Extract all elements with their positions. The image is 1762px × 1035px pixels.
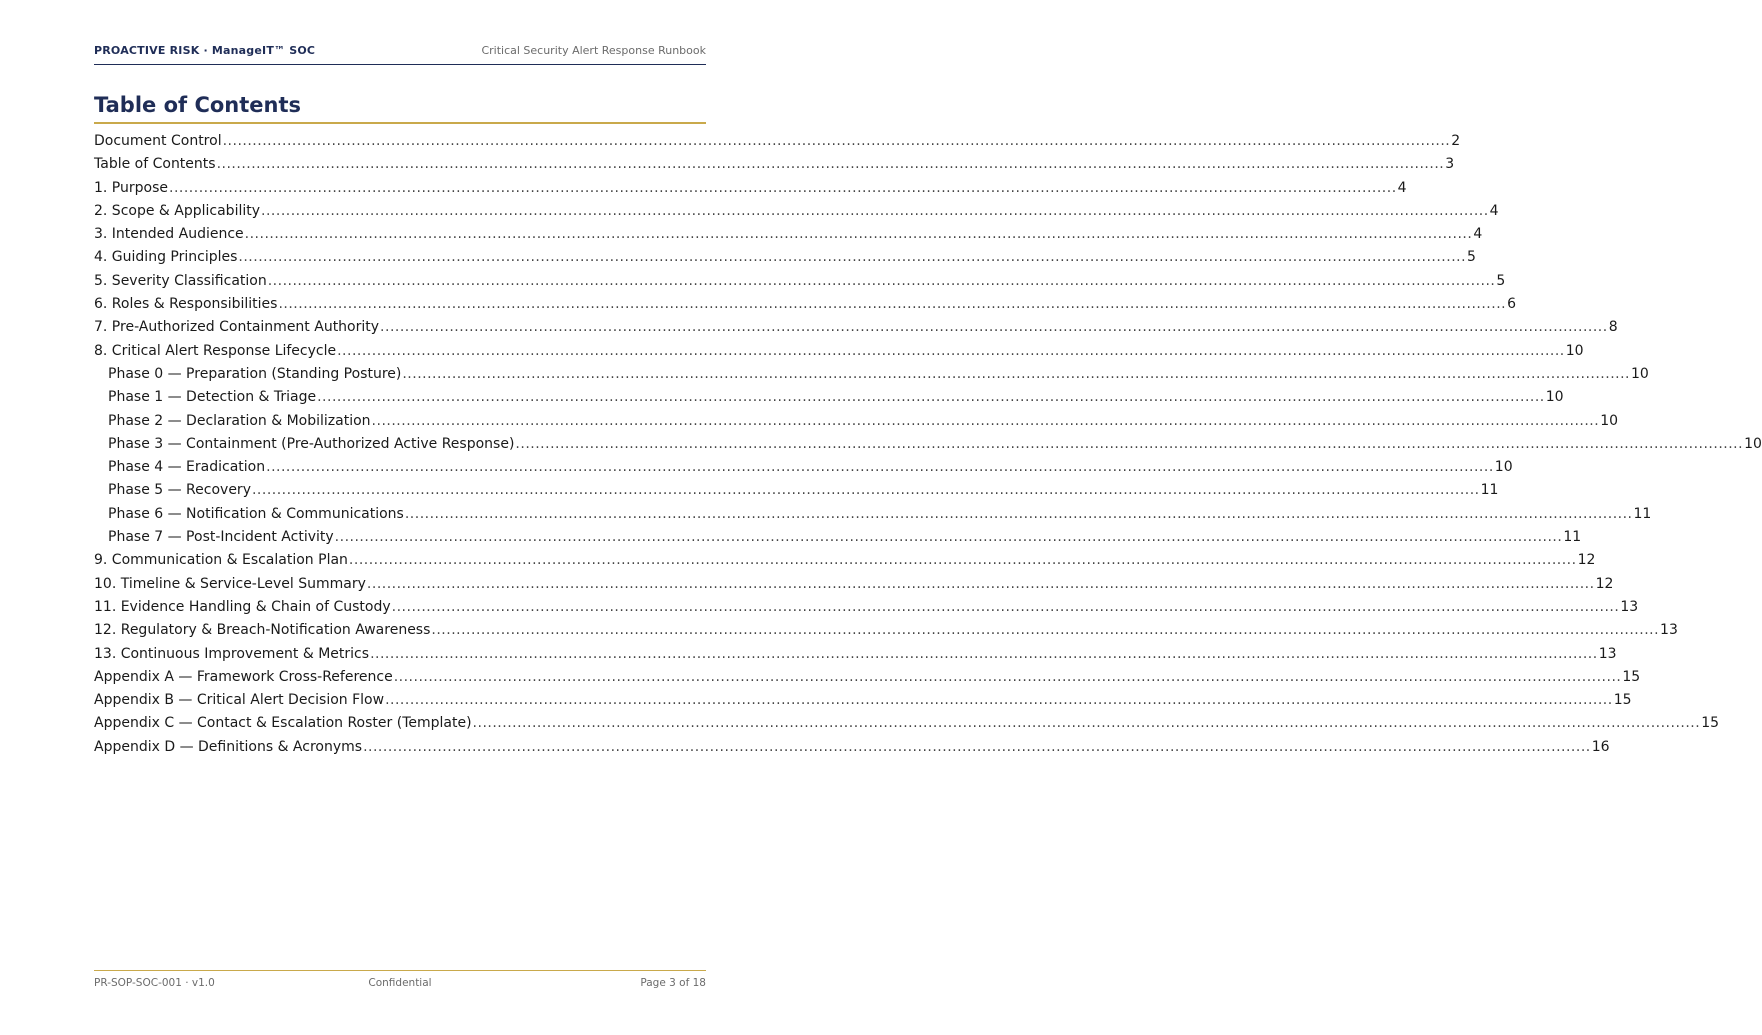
toc-heading: Table of Contents <box>94 92 706 124</box>
toc-dot-leader: ........................................................................................................................................................................................................................................................ <box>402 365 1631 382</box>
toc-subentry[interactable] <box>94 363 1649 386</box>
toc-dot-leader: ........................................................................................................................................................................................................................................................ <box>385 692 1613 709</box>
toc-entry-page-number: 5 <box>1496 272 1506 289</box>
toc-dot-leader: ........................................................................................................................................................................................................................................................ <box>278 296 1507 313</box>
toc-entry-label: Appendix C — Contact & Escalation Roster (Template) <box>94 715 472 732</box>
toc-dot-leader: ........................................................................................................................................................................................................................................................ <box>391 598 1620 615</box>
toc-entry[interactable] <box>94 270 1506 293</box>
toc-entry[interactable] <box>94 177 1407 200</box>
toc-subentry[interactable] <box>94 456 1513 479</box>
toc-subentry[interactable] <box>94 433 1762 456</box>
toc-entry[interactable] <box>94 246 1476 269</box>
toc-dot-leader: ........................................................................................................................................................................................................................................................ <box>472 715 1701 732</box>
toc-entry-page-number: 4 <box>1489 202 1499 219</box>
toc-entry-label: 1. Purpose <box>94 179 168 196</box>
toc-entry[interactable] <box>94 666 1641 689</box>
toc-dot-leader: ........................................................................................................................................................................................................................................................ <box>337 342 1565 359</box>
toc-entry[interactable] <box>94 153 1455 176</box>
toc-entry-page-number: 13 <box>1660 622 1678 639</box>
page-header <box>94 44 706 65</box>
toc-entry-label: 2. Scope & Applicability <box>94 202 261 219</box>
toc-entry-label: Phase 0 — Preparation (Standing Posture) <box>108 365 402 382</box>
toc-dot-leader: ........................................................................................................................................................................................................................................................ <box>266 459 1494 476</box>
toc-entry-label: Phase 6 — Notification & Communications <box>108 505 404 522</box>
toc-entry-page-number: 2 <box>1451 133 1461 149</box>
toc-dot-leader: ........................................................................................................................................................................................................................................................ <box>431 622 1660 639</box>
toc-dot-leader: ........................................................................................................................................................................................................................................................ <box>370 645 1598 662</box>
toc-entry[interactable] <box>94 619 1678 642</box>
toc-dot-leader: ........................................................................................................................................................................................................................................................ <box>222 133 1451 149</box>
toc-subentry[interactable] <box>94 386 1564 409</box>
toc-subentry[interactable] <box>94 526 1582 549</box>
toc-dot-leader: ........................................................................................................................................................................................................................................................ <box>380 319 1608 336</box>
toc-entry-label: 12. Regulatory & Breach-Notification Awareness <box>94 622 431 639</box>
toc-entry-page-number: 15 <box>1622 668 1641 685</box>
toc-dot-leader: ........................................................................................................................................................................................................................................................ <box>238 249 1467 266</box>
toc-entry-page-number: 10 <box>1565 342 1584 359</box>
toc-entry-label: 10. Timeline & Service-Level Summary <box>94 575 366 592</box>
toc-entry[interactable] <box>94 643 1617 666</box>
toc-entry[interactable] <box>94 316 1618 339</box>
toc-dot-leader: ........................................................................................................................................................................................................................................................ <box>334 529 1563 546</box>
toc-entry-label: 6. Roles & Responsibilities <box>94 296 278 313</box>
toc-entry-label: 3. Intended Audience <box>94 226 244 243</box>
toc-list <box>94 130 1762 759</box>
toc-entry-label: 5. Severity Classification <box>94 272 267 289</box>
toc-entry-page-number: 12 <box>1577 552 1596 569</box>
toc-entry-page-number: 11 <box>1633 505 1652 522</box>
toc-entry-page-number: 10 <box>1631 365 1649 382</box>
toc-subentry[interactable] <box>94 503 1652 526</box>
toc-entry-label: Document Control <box>94 133 222 149</box>
toc-entry[interactable] <box>94 549 1596 572</box>
toc-subentry[interactable] <box>94 410 1619 433</box>
footer-page-number: Page 3 of 18 <box>640 977 706 989</box>
toc-entry-page-number: 10 <box>1744 435 1762 452</box>
toc-entry-page-number: 13 <box>1598 645 1617 662</box>
toc-entry[interactable] <box>94 200 1499 223</box>
toc-entry-label: Appendix B — Critical Alert Decision Flow <box>94 692 385 709</box>
toc-entry-label: Appendix D — Definitions & Acronyms <box>94 738 363 755</box>
toc-subentry[interactable] <box>94 479 1499 502</box>
toc-entry-page-number: 10 <box>1545 389 1564 406</box>
toc-entry-label: 7. Pre-Authorized Containment Authority <box>94 319 380 336</box>
toc-entry[interactable] <box>94 223 1483 246</box>
toc-entry-label: 8. Critical Alert Response Lifecycle <box>94 342 337 359</box>
toc-dot-leader: ........................................................................................................................................................................................................................................................ <box>393 668 1622 685</box>
toc-entry[interactable] <box>94 712 1720 735</box>
toc-entry[interactable] <box>94 573 1614 596</box>
toc-entry-page-number: 3 <box>1445 156 1455 173</box>
toc-entry-label: 4. Guiding Principles <box>94 249 238 266</box>
toc-dot-leader: ........................................................................................................................................................................................................................................................ <box>244 226 1473 243</box>
toc-dot-leader: ........................................................................................................................................................................................................................................................ <box>267 272 1496 289</box>
toc-entry[interactable] <box>94 130 1461 153</box>
toc-entry-label: Phase 4 — Eradication <box>108 459 266 476</box>
toc-entry-label: Phase 1 — Detection & Triage <box>108 389 317 406</box>
toc-entry-label: 9. Communication & Escalation Plan <box>94 552 348 569</box>
toc-entry-label: 13. Continuous Improvement & Metrics <box>94 645 370 662</box>
toc-entry-page-number: 11 <box>1480 482 1499 499</box>
toc-entry[interactable] <box>94 736 1610 759</box>
toc-entry-page-number: 4 <box>1397 179 1407 196</box>
toc-entry-page-number: 11 <box>1563 529 1582 546</box>
toc-entry-label: Table of Contents <box>94 156 216 173</box>
toc-entry[interactable] <box>94 596 1639 619</box>
toc-dot-leader: ........................................................................................................................................................................................................................................................ <box>261 202 1489 219</box>
toc-dot-leader: ........................................................................................................................................................................................................................................................ <box>251 482 1480 499</box>
toc-dot-leader: ........................................................................................................................................................................................................................................................ <box>366 575 1595 592</box>
toc-entry-page-number: 10 <box>1494 459 1513 476</box>
toc-entry-page-number: 15 <box>1701 715 1720 732</box>
toc-dot-leader: ........................................................................................................................................................................................................................................................ <box>169 179 1397 196</box>
header-document-title: Critical Security Alert Response Runbook <box>481 44 706 57</box>
toc-entry-page-number: 10 <box>1600 412 1619 429</box>
toc-dot-leader: ........................................................................................................................................................................................................................................................ <box>404 505 1633 522</box>
toc-dot-leader: ........................................................................................................................................................................................................................................................ <box>363 738 1591 755</box>
toc-entry-label: Appendix A — Framework Cross-Reference <box>94 668 393 685</box>
toc-entry-label: Phase 7 — Post-Incident Activity <box>108 529 334 546</box>
toc-entry-page-number: 16 <box>1591 738 1610 755</box>
toc-entry-label: 11. Evidence Handling & Chain of Custody <box>94 598 391 615</box>
footer-doc-id: PR-SOP-SOC-001 · v1.0 <box>94 977 215 989</box>
toc-entry-page-number: 12 <box>1595 575 1614 592</box>
toc-entry-page-number: 5 <box>1467 249 1476 266</box>
toc-entry-page-number: 8 <box>1608 319 1618 336</box>
toc-dot-leader: ........................................................................................................................................................................................................................................................ <box>216 156 1445 173</box>
toc-entry-page-number: 13 <box>1620 598 1639 615</box>
page-footer <box>94 970 706 989</box>
toc-entry-page-number: 6 <box>1507 296 1517 313</box>
toc-entry-page-number: 4 <box>1473 226 1483 243</box>
header-brand: PROACTIVE RISK · ManageIT™ SOC <box>94 44 316 57</box>
toc-dot-leader: ........................................................................................................................................................................................................................................................ <box>317 389 1545 406</box>
toc-dot-leader: ........................................................................................................................................................................................................................................................ <box>515 435 1744 452</box>
toc-dot-leader: ........................................................................................................................................................................................................................................................ <box>371 412 1600 429</box>
toc-entry-label: Phase 3 — Containment (Pre-Authorized Active Response) <box>108 435 515 452</box>
footer-classification: Confidential <box>368 977 432 989</box>
toc-dot-leader: ........................................................................................................................................................................................................................................................ <box>348 552 1577 569</box>
toc-entry-label: Phase 5 — Recovery <box>108 482 251 499</box>
toc-entry-label: Phase 2 — Declaration & Mobilization <box>108 412 371 429</box>
toc-entry[interactable] <box>94 689 1632 712</box>
toc-entry[interactable] <box>94 340 1584 363</box>
toc-entry-page-number: 15 <box>1613 692 1632 709</box>
toc-entry[interactable] <box>94 293 1517 316</box>
